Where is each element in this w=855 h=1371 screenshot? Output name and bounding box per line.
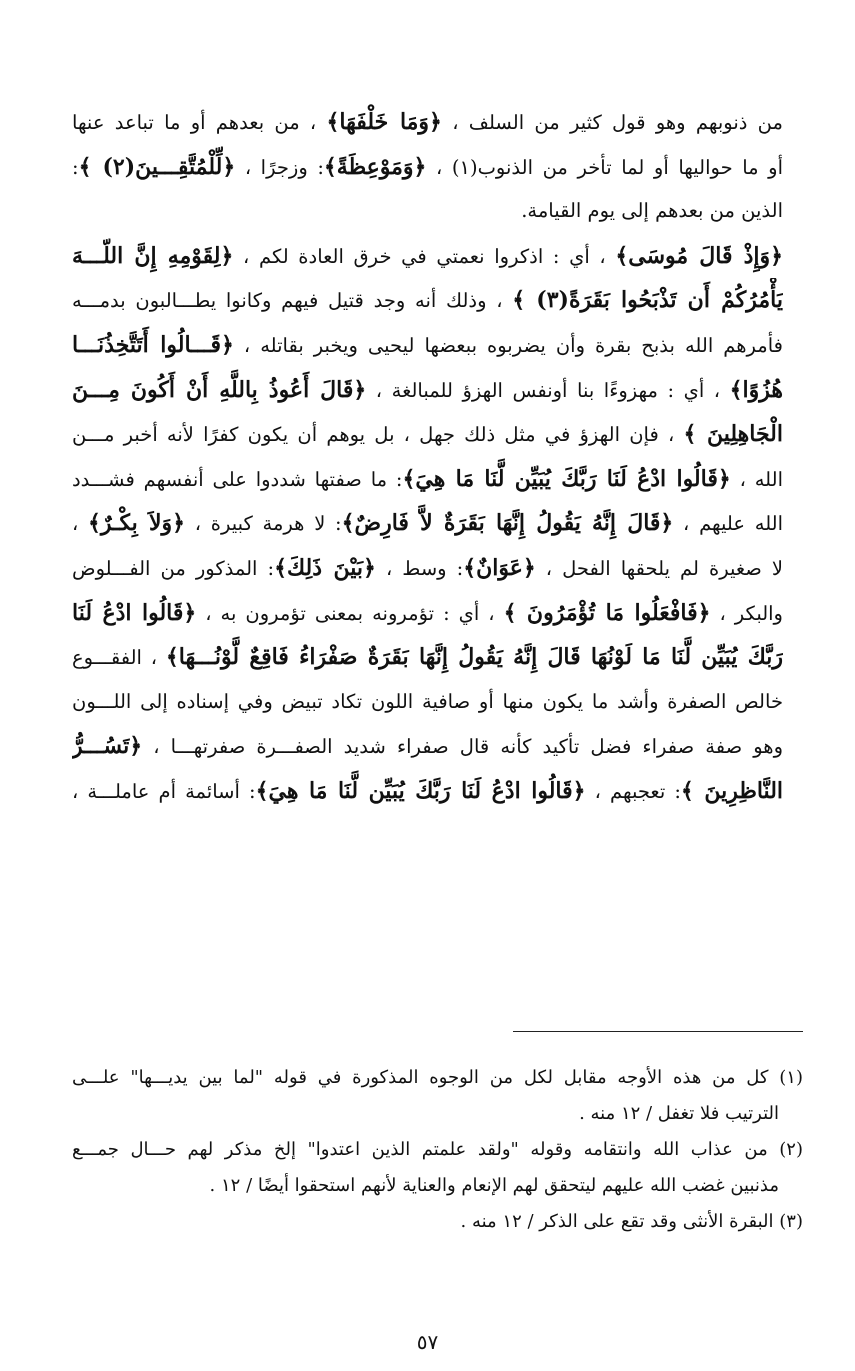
footnote-line: الترتيب فلا تغفل / ١٢ منه .: [579, 1103, 779, 1124]
text-line: [72, 368, 783, 413]
commentary-text: ، من بعدهم أو ما تباعد عنها: [72, 111, 327, 134]
quran-quote: ﴿قَالَ أَعُوذُ بِاللَّهِ أَنْ أَكُونَ مِـــنَ: [72, 376, 367, 403]
quran-quote: ﴿قَالُوا ادْعُ لَنَا رَبَّكَ يُبَيِّن لَّنَا مَا هِيَ﴾: [255, 777, 586, 804]
quran-quote: يَأْمُرُكُمْ أَن تَذْبَحُوا بَقَرَةً(٣) ﴾: [512, 287, 783, 314]
footnote-line: (٣) البقرة الأنثى وقد تقع على الذكر / ١٢ منه .: [460, 1211, 803, 1232]
commentary-text: ، فإن الهزؤ في مثل ذلك جهل ، بل يوهم أن يكون كفرًا لأنه أخبر مـــن: [72, 423, 684, 447]
commentary-text: : لا هرمة كبيرة ،: [185, 512, 342, 536]
text-line: [72, 591, 783, 636]
quran-quote: النَّاظِرِينَ ﴾: [680, 777, 783, 804]
commentary-text: والبكر ،: [710, 601, 783, 625]
commentary-text: ،: [426, 155, 452, 179]
commentary-text: ، أي : تؤمرونه بمعنى تؤمرون به ،: [196, 601, 504, 625]
commentary-text: :: [72, 155, 79, 179]
commentary-text: من ذنوبهم وهو قول كثير من السلف ،: [441, 111, 783, 134]
quran-quote: ﴿قَالَ إِنَّهُ يَقُولُ إِنَّهَا بَقَرَةٌ لاَّ فَارِضٌ﴾: [341, 510, 674, 537]
text-line: [72, 635, 783, 680]
text-line: [72, 145, 783, 190]
quran-quote: ﴿عَوَانٌ﴾: [463, 554, 536, 581]
quran-quote: هُزُوًا﴾: [729, 376, 783, 403]
commentary-text: ، وذلك أنه وجد قتيل فيهم وكانوا يطـــالبون بدمـــه: [72, 289, 513, 313]
text-line: [72, 769, 783, 814]
text-line: [72, 501, 783, 546]
commentary-text: أو ما حواليها أو لما تأخر من الذنوب: [477, 155, 783, 179]
text-line: [72, 546, 783, 591]
quran-quote: ﴿قَـــالُوا أَتَتَّخِذُنَـــا: [72, 331, 234, 358]
commentary-text: ، الفقـــوع: [72, 646, 166, 670]
footnotes: [72, 1060, 803, 1240]
commentary-text: : وسط ،: [375, 556, 464, 580]
text-line: [72, 189, 783, 234]
text-line: [72, 234, 783, 279]
quran-quote: ﴿قَالُوا ادْعُ لَنَا رَبَّكَ يُبَيِّن لَّنَا مَا هِيَ﴾: [402, 465, 731, 492]
commentary-text: : تعجبهم ،: [585, 779, 681, 803]
text-line: [72, 680, 783, 725]
commentary-text: : أسائمة أم عاملـــة ،: [72, 779, 256, 803]
footnote-line: (٢) من عذاب الله وانتقامه وقوله "ولقد علمتم الذين اعتدوا" إلخ مذكر لهم حـــال جمـــع: [72, 1139, 803, 1160]
quran-quote: ﴿تَسُـــرُّ: [72, 733, 143, 760]
quran-quote: ﴿لِقَوْمِهِ إِنَّ اللّـــهَ: [72, 242, 234, 269]
commentary-text: الله ،: [730, 467, 783, 491]
commentary-text: : المذكور من الفـــلوض: [72, 556, 275, 580]
text-line: [72, 100, 783, 145]
commentary-text: ،: [72, 512, 89, 536]
quran-quote: ﴿بَيْنَ ذَلِكَ﴾: [274, 554, 376, 581]
commentary-text: : وزجرًا ،: [235, 155, 324, 179]
quran-quote: ﴿وَمَا خَلْفَهَا﴾: [326, 109, 442, 135]
commentary-text: خالص الصفرة وأشد ما يكون منها أو صافية اللون تكاد تبيض وفي إسناده إلى اللـــون: [72, 689, 783, 713]
footnote-line: مذنبين غضب الله عليهم ليتحقق لهم الإنعام والعناية لأنهم استحقوا أيضًا / ١٢ .: [209, 1175, 779, 1196]
commentary-text: ، أي : مهزوءًا بنا أونفس الهزؤ للمبالغة ،: [366, 378, 730, 402]
quran-quote: الْجَاهِلِينَ ﴾: [683, 421, 783, 448]
main-text: [72, 100, 783, 814]
quran-quote: ﴿وَإِذْ قَالَ مُوسَى﴾: [615, 242, 783, 269]
page-number: ٥٧: [416, 1330, 439, 1354]
quran-quote: ﴿لِّلْمُتَّقِـــينَ(٢) ﴾: [78, 153, 236, 180]
quran-quote: ﴿قَالُوا ادْعُ لَنَا: [72, 599, 197, 626]
commentary-text: (١): [451, 155, 478, 179]
text-line: [72, 278, 783, 323]
commentary-text: الذين من بعدهم إلى يوم القيامة.: [521, 199, 783, 223]
footnote-line: (١) كل من هذه الأوجه مقابل لكل من الوجوه المذكورة في قوله "لما بين يديـــها" علـــى: [72, 1067, 803, 1088]
commentary-text: : ما صفتها شددوا على أنفسهم فشـــدد: [72, 467, 403, 491]
commentary-text: الله عليهم ،: [673, 512, 783, 536]
commentary-text: لا صغيرة لم يلحقها الفحل ،: [535, 556, 783, 580]
footnote-divider: [513, 1031, 803, 1032]
text-line: [72, 457, 783, 502]
commentary-text: وهو صفة صفراء فضل تأكيد كأنه قال صفراء شديد الصفـــرة صفرتهـــا ،: [142, 735, 783, 759]
quran-quote: ﴿فَافْعَلُوا مَا تُؤْمَرُونَ ﴾: [503, 599, 711, 626]
text-line: [72, 323, 783, 368]
commentary-text: فأمرهم الله بذبح بقرة وأن يضربوه ببعضها ليحيى ويخبر بقاتله ،: [233, 333, 783, 357]
commentary-text: ، أي : اذكروا نعمتي في خرق العادة لكم ،: [233, 244, 616, 268]
quran-quote: ﴿وَلاَ بِكْـرٌ﴾: [88, 510, 186, 537]
quran-quote: رَبَّكَ يُبَيِّن لَّنَا مَا لَوْنُهَا قَالَ إِنَّهُ يَقُولُ إِنَّهَا بَقَرَةٌ صَفْرَاءُ فَاقِعٌ لَّوْنُـــهَا﴾: [165, 644, 783, 671]
text-line: [72, 412, 783, 457]
quran-quote: ﴿وَمَوْعِظَةً﴾: [323, 153, 427, 180]
text-line: [72, 724, 783, 769]
